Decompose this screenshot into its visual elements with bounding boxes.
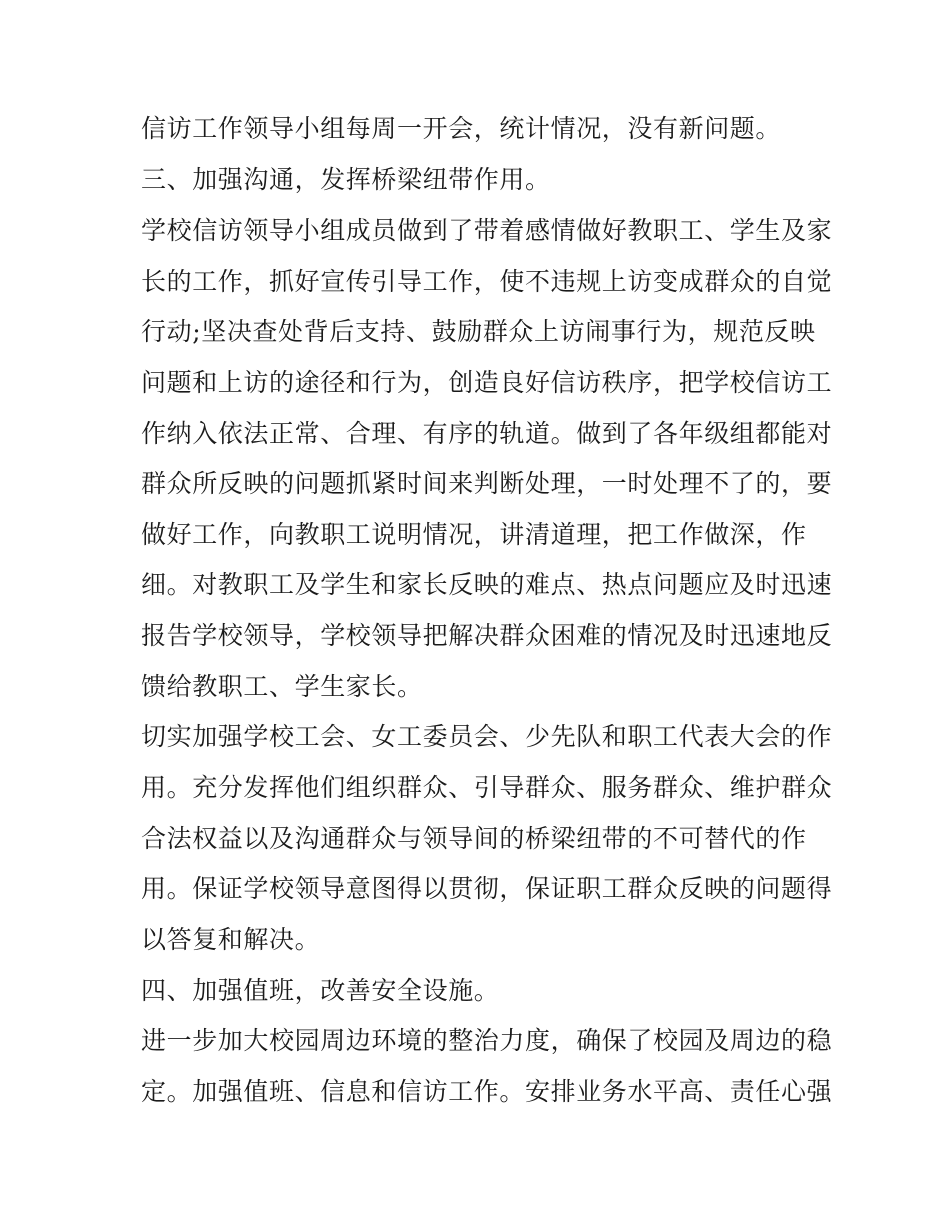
text-line: 问题和上访的途径和行为，创造良好信访秩序，把学校信访工 [141,368,833,397]
text-line: 以答复和解决。 [141,925,321,954]
text-line: 细。对教职工及学生和家长反映的难点、热点问题应及时迅速 [141,570,833,599]
text-line: 行动;坚决查处背后支持、鼓励群众上访闹事行为，规范反映 [141,317,816,346]
text-line: 群众所反映的问题抓紧时间来判断处理，一时处理不了的，要 [141,469,833,498]
text-line: 做好工作，向教职工说明情况，讲清道理，把工作做深，作 [141,520,807,549]
section-heading: 三、加强沟通，发挥桥梁纽带作用。 [141,165,551,194]
text-line: 用。保证学校领导意图得以贯彻，保证职工群众反映的问题得 [141,874,833,903]
text-line: 长的工作，抓好宣传引导工作，使不违规上访变成群众的自觉 [141,267,833,296]
text-line: 作纳入依法正常、合理、有序的轨道。做到了各年级组都能对 [141,419,833,448]
text-line: 信访工作领导小组每周一开会，统计情况，没有新问题。 [141,114,782,143]
text-line: 报告学校领导，学校领导把解决群众困难的情况及时迅速地反 [141,621,833,650]
text-line: 用。充分发挥他们组织群众、引导群众、服务群众、维护群众 [141,773,833,802]
text-line: 馈给教职工、学生家长。 [141,672,423,701]
text-line: 定。加强值班、信息和信访工作。安排业务水平高、责任心强 [141,1077,833,1106]
text-line: 学校信访领导小组成员做到了带着感情做好教职工、学生及家 [141,216,833,245]
text-line: 切实加强学校工会、女工委员会、少先队和职工代表大会的作 [141,722,833,751]
section-heading: 四、加强值班，改善安全设施。 [141,976,500,1005]
text-line: 进一步加大校园周边环境的整治力度，确保了校园及周边的稳 [141,1026,833,1055]
text-line: 合法权益以及沟通群众与领导间的桥梁纽带的不可替代的作 [141,824,807,853]
